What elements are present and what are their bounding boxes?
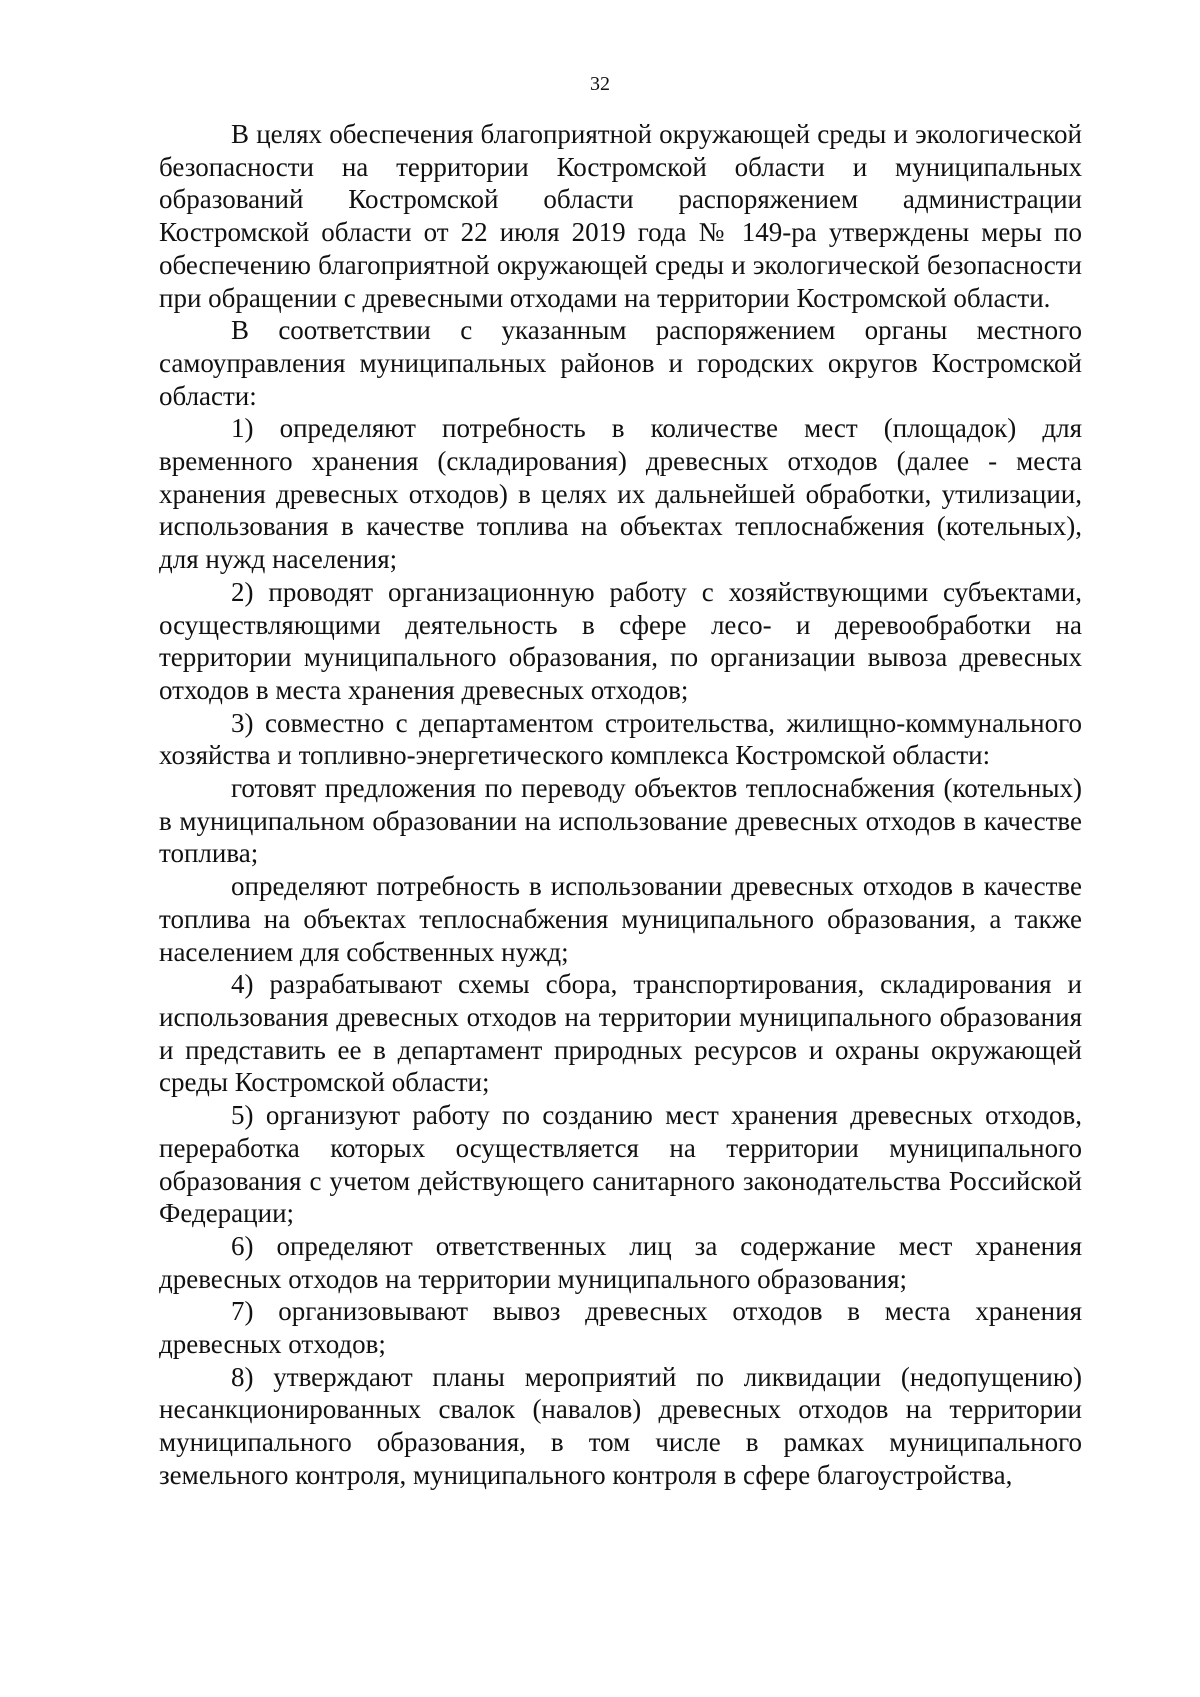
list-item-1: 1) определяют потребность в количестве мест (площадок) для временного хранения (складирования) древесных отходов (далее - места хранения древесных отходов) в целях их дальнейшей обработки, утилизации, использования в качестве топлива на объектах теплоснабжения (котельных), для нужд населения; (159, 413, 1082, 575)
list-item-5: 5) организуют работу по созданию мест хранения древесных отходов, переработка которых осуществляется на территории муниципального образования с учетом действующего санитарного законодательства Российской Федерации; (159, 1100, 1082, 1229)
list-item-4: 4) разрабатывают схемы сбора, транспортирования, складирования и использования древесных отходов на территории муниципального образования и представить ее в департамент природных ресурсов и охраны окружающей среды Костромской области; (159, 969, 1082, 1098)
document-body (159, 118, 1082, 1492)
list-item-3-sub-1: готовят предложения по переводу объектов теплоснабжения (котельных) в муниципальном образовании на использование древесных отходов в качестве топлива; (159, 773, 1082, 869)
list-item-8: 8) утверждают планы мероприятий по ликвидации (недопущению) несанкционированных свалок (навалов) древесных отходов на территории муниципального образования, в том числе в рамках муниципального земельного контроля, муниципального контроля в сфере благоустройства, (159, 1361, 1082, 1490)
list-item-3: 3) совместно с департаментом строительства, жилищно-коммунального хозяйства и топливно-энергетического комплекса Костромской области: (159, 707, 1082, 771)
list-item-7: 7) организовывают вывоз древесных отходов в места хранения древесных отходов; (159, 1296, 1082, 1360)
page-number: 32 (590, 73, 610, 95)
list-item-3-sub-2: определяют потребность в использовании древесных отходов в качестве топлива на объектах теплоснабжения муниципального образования, а также населением для собственных нужд; (159, 871, 1082, 967)
list-item-2: 2) проводят организационную работу с хозяйствующими субъектами, осуществляющими деятельность в сфере лесо- и деревообработки на территории муниципального образования, по организации вывоза древесных отходов в места хранения древесных отходов; (159, 576, 1082, 705)
paragraph-accordance: В соответствии с указанным распоряжением органы местного самоуправления муниципальных районов и городских округов Костромской области: (159, 315, 1082, 411)
paragraph-intro: В целях обеспечения благоприятной окружающей среды и экологической безопасности на территории Костромской области и муниципальных образований Костромской области распоряжением администрации Костромской области от 22 июля 2019 года № 149-ра утверждены меры по обеспечению благоприятной окружающей среды и экологической безопасности при обращении с древесными отходами на территории Костромской области. (159, 119, 1082, 313)
list-item-6: 6) определяют ответственных лиц за содержание мест хранения древесных отходов на территории муниципального образования; (159, 1230, 1082, 1294)
